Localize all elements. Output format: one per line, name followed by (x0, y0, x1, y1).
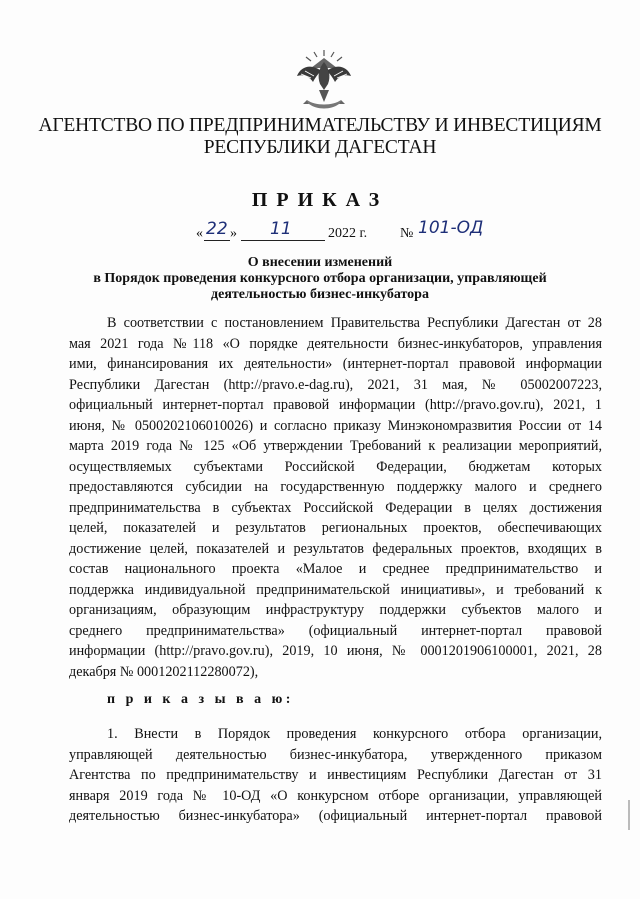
number-label: № (400, 226, 414, 241)
item1-line: января 2019 года № 10-ОД «О конкурсном отборе организации, управляющей (69, 787, 602, 804)
preamble-line: состав национального проекта «Малое и среднее предпринимательство и (69, 561, 602, 577)
preamble-line: осуществляемых субъектами Российской Федерации, бюджетам которых (69, 458, 602, 475)
date-number-line (196, 218, 526, 245)
preamble-line: целей, показателей и результатов региональных проектов, обеспечивающих (69, 520, 602, 536)
item1-line: Агентства по предпринимательству и инвестициям Республики Дагестан от 31 (69, 767, 602, 783)
item1-paragraph (69, 724, 602, 827)
item1-line: управляющей деятельностью бизнес-инкубатора, утвержденного приказом (69, 746, 602, 763)
preamble-line: марта 2019 года № 125 «Об утверждении Требований к реализации мероприятий, (69, 438, 602, 454)
date-day-underline (204, 240, 230, 241)
dagestan-coat-of-arms-icon (289, 46, 359, 116)
subject-line2: в Порядок проведения конкурсного отбора организации, управляющей (93, 271, 547, 286)
preamble-line: ими, финансирования их деятельности» (интернет-портал правовой информации (69, 356, 602, 372)
item1-line: деятельностью бизнес-инкубатора» (официальный интернет-портал правовой (69, 808, 602, 824)
preamble-line: декабря № 0001202112280072), (69, 663, 259, 680)
subject-line1: О внесении изменений (247, 255, 393, 270)
preamble-line: поддержка индивидуальной предпринимательской инициативы», и требований к (69, 581, 602, 598)
agency-name-line2: РЕСПУБЛИКИ ДАГЕСТАН (203, 137, 437, 158)
date-month: 11 (270, 219, 292, 239)
date-open-quote: « (196, 226, 203, 241)
preamble-line: среднего предпринимательства» (официальный интернет-портал правовой (69, 622, 602, 639)
date-month-underline (241, 240, 325, 241)
document-type-title: ПРИКАЗ (251, 189, 389, 211)
scan-edge-mark (628, 800, 630, 830)
preamble-line: В соответствии с постановлением Правительства Республики Дагестан от 28 (107, 315, 602, 331)
agency-name-line1: АГЕНТСТВО ПО ПРЕДПРИНИМАТЕЛЬСТВУ И ИНВЕСТИЦИЯМ (38, 115, 602, 136)
date-year: 2022 г. (328, 226, 368, 241)
preamble-line: организациям, образующим инфраструктуру поддержки субъектов малого и (69, 602, 602, 618)
preamble-line: июня, № 0500202106010026) и согласно приказу Минэкономразвития России от 14 (69, 417, 602, 434)
preamble-paragraph (69, 313, 602, 682)
subject-line3: деятельностью бизнес-инкубатора (211, 287, 429, 302)
preamble-line: информации (http://pravo.gov.ru), 2019, 10 июня, № 0001201906100001, 2021, 28 (69, 643, 602, 659)
date-day: 22 (206, 219, 228, 239)
preamble-line: предпринимательства в субъектах Российской Федерации в целях достижения (69, 499, 602, 516)
item1-line: 1. Внести в Порядок проведения конкурсного отбора организации, (107, 726, 602, 742)
order-word: п р и к а з ы в а ю: (107, 692, 294, 707)
preamble-line: предоставляются субсидии на государственную поддержку малого и среднего (69, 479, 602, 495)
preamble-line: Республики Дагестан (http://pravo.e-dag.ru), 2021, 31 мая, № 05002007223, (69, 376, 602, 393)
preamble-line: достижение целей, показателей и результатов федеральных проектов, входящих в (69, 540, 602, 557)
preamble-line: мая 2021 года №118 «О порядке деятельности бизнес-инкубаторов, управления (69, 335, 602, 352)
preamble-line: официальный интернет-портал правовой информации (http://pravo.gov.ru), 2021, 1 (69, 397, 602, 413)
date-close-quote: » (230, 226, 237, 241)
document-number: 101-ОД (418, 218, 484, 238)
